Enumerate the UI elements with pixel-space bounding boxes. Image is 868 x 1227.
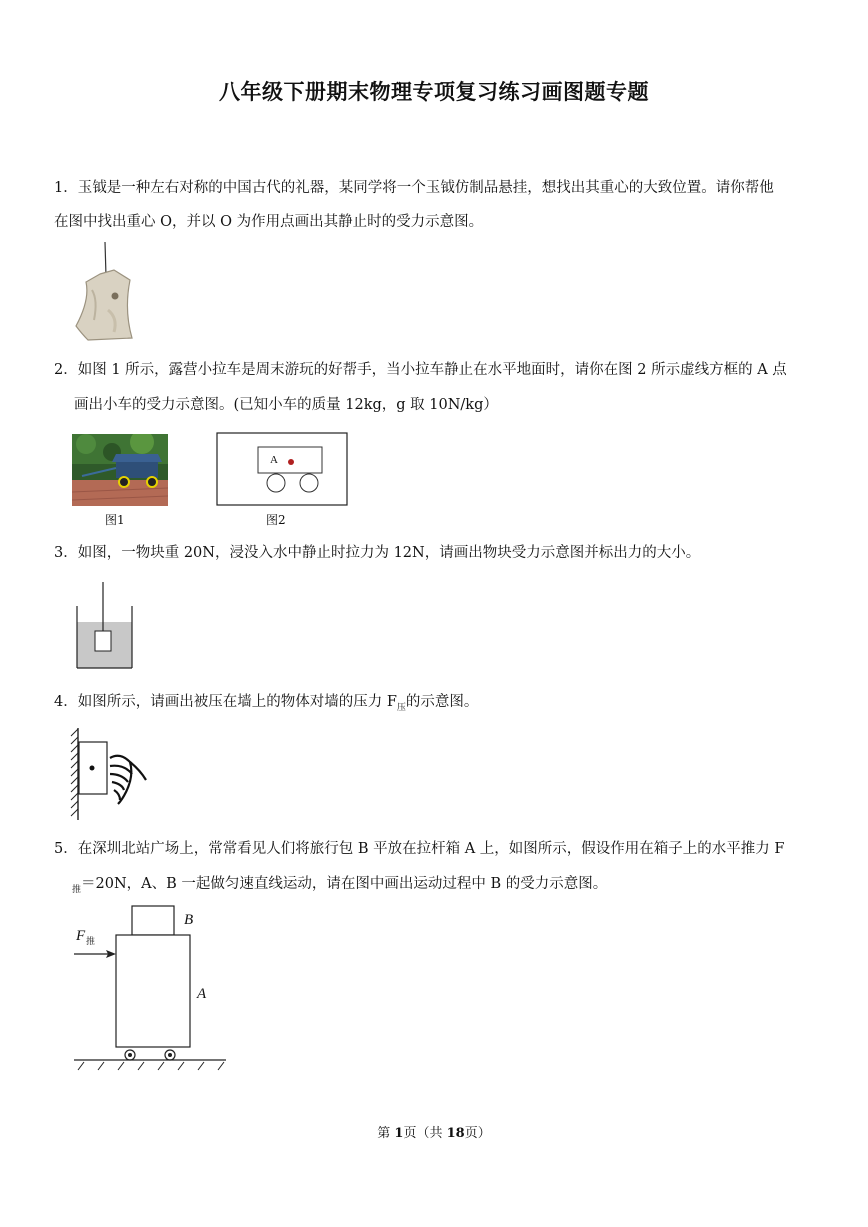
fig1-caption: 图1 [105, 513, 125, 527]
page-footer: 第 1页（共 18页） [377, 1126, 491, 1141]
label-f-sub: 推 [86, 936, 96, 946]
hanging-string [105, 242, 106, 276]
page-number: 1 [394, 1126, 404, 1141]
q5-text-line2: $_推$＝20N，A、B 一起做匀速直线运动，请在图中画出运动过程中 B 的受力示意图。 [72, 876, 608, 895]
jade-axe-shape [76, 270, 132, 340]
q5-text-line1: 5．在深圳北站广场上，常常看见人们将旅行包 B 平放在拉杆箱 A 上，如图所示，假设作用在箱子上的水平推力 F [54, 841, 785, 857]
cart-wheel-left [267, 474, 285, 492]
label-b: B [184, 912, 194, 928]
q1-text-line1: 1．玉钺是一种左右对称的中国古代的礼器，某同学将一个玉钺仿制品悬挂，想找出其重心的大致位置。请你帮他 [54, 180, 774, 196]
wall-press-figure [70, 728, 152, 822]
luggage-figure [70, 900, 230, 1075]
cart-wheel-right [300, 474, 318, 492]
point-a-dot [288, 459, 294, 465]
wagon-photo [72, 434, 168, 506]
total-pages: 18 [446, 1126, 465, 1141]
fig2-diagram [216, 432, 350, 508]
page-title: 八年级下册期末物理专项复习练习画图题专题 [219, 80, 649, 104]
jade-axe-figure [68, 240, 148, 350]
label-f: F [76, 928, 86, 944]
bag-b [132, 906, 174, 935]
water-tank-figure [74, 582, 136, 672]
q1-text-line2: 在图中找出重心 O，并以 O 为作用点画出其静止时的受力示意图。 [54, 214, 484, 230]
label-a: A [197, 986, 207, 1002]
q3-text-line1: 3．如图，一物块重 20N，浸没入水中静止时拉力为 12N，请画出物块受力示意图并标出力的大小。 [54, 545, 701, 561]
block [95, 631, 111, 651]
suitcase-a [116, 935, 190, 1047]
q2-text-line1: 2．如图 1 所示，露营小拉车是周末游玩的好帮手，当小拉车静止在水平地面时，请你在图 2 所示虚线方框的 A 点 [54, 362, 787, 378]
q4-text-line1: 4．如图所示，请画出被压在墙上的物体对墙的压力 $F_压$的示意图。 [54, 694, 479, 713]
q2-text-line2: 画出小车的受力示意图。(已知小车的质量 12kg，g 取 10N/kg） [74, 397, 498, 413]
fig2-caption: 图2 [266, 513, 286, 527]
fig2-frame [217, 433, 347, 505]
axe-hole [112, 293, 119, 300]
fig2-label-a: A [270, 454, 278, 466]
hand [110, 756, 146, 804]
